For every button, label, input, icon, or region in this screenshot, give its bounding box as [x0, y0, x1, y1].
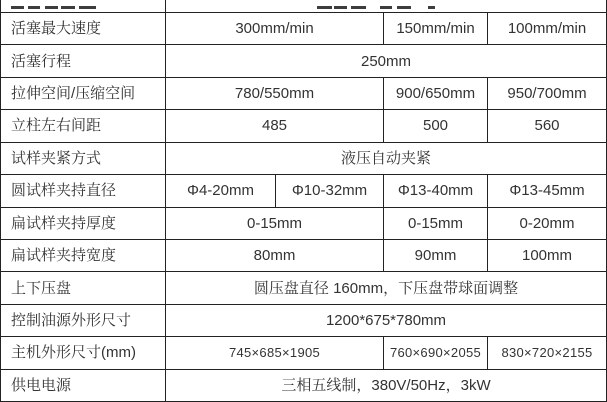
- spec-row-value: 100mm: [521, 247, 573, 265]
- table-row: [1, 370, 606, 402]
- spec-row-value: Φ13-45mm: [509, 182, 585, 200]
- clipped-text-fragment: [28, 6, 40, 9]
- table-row: [1, 337, 606, 369]
- spec-row-value: 液压自动夹紧: [340, 149, 431, 167]
- spec-row-value: 560: [534, 117, 560, 135]
- spec-row-value: Φ10-32mm: [276, 175, 384, 206]
- clipped-text-fragment: [79, 6, 96, 9]
- spec-row-label: 活塞最大速度: [1, 13, 166, 44]
- table-row: [1, 272, 606, 304]
- table-row: [1, 110, 606, 142]
- spec-row-value: 745×685×1905: [166, 337, 384, 368]
- clipped-text-fragment: [45, 6, 58, 9]
- table-row: [1, 143, 606, 175]
- spec-row-label: 活塞行程: [1, 45, 166, 76]
- clipped-text-fragment: [61, 6, 75, 9]
- spec-row-value: 90mm: [384, 240, 488, 271]
- spec-row-label: 主机外形尺寸(mm): [1, 337, 166, 368]
- spec-row-label: [1, 0, 166, 12]
- clipped-text-fragment: [428, 6, 435, 9]
- spec-row-value: 圆压盘直径 160mm，下压盘带球面调整: [253, 279, 519, 297]
- clipped-text-fragment: [397, 6, 411, 9]
- table-row: [1, 175, 606, 207]
- spec-row-value: 80mm: [166, 240, 384, 271]
- clipped-text-fragment: [351, 6, 366, 9]
- clipped-text-fragment: [334, 6, 347, 9]
- spec-row-label: 试样夹紧方式: [1, 143, 166, 174]
- spec-row-value: 0-20mm: [519, 214, 575, 232]
- spec-row-value: 900/650mm: [384, 78, 488, 109]
- spec-row-value: 1200*675*780mm: [325, 312, 447, 329]
- spec-row-value: 500: [384, 110, 488, 141]
- spec-row-value: 950/700mm: [507, 85, 587, 103]
- spec-row-label: 拉伸空间/压缩空间: [1, 78, 166, 109]
- spec-row-value: 300mm/min: [166, 13, 384, 44]
- spec-row-value: 250mm: [360, 52, 412, 70]
- spec-row-value: 830×720×2155: [501, 345, 593, 361]
- table-row: [1, 78, 606, 110]
- spec-row-label: 上下压盘: [1, 272, 166, 303]
- spec-row-value: 0-15mm: [166, 208, 384, 239]
- clipped-text-fragment: [380, 6, 392, 9]
- spec-row-value: 760×690×2055: [384, 337, 488, 368]
- spec-row-label: 供电电源: [1, 370, 166, 401]
- table-row: [1, 208, 606, 240]
- spec-row-value: 780/550mm: [166, 78, 384, 109]
- table-row: [1, 13, 606, 45]
- spec-row-value: [166, 0, 606, 12]
- clipped-text-fragment: [11, 6, 24, 9]
- spec-row-label: 圆试样夹持直径: [1, 175, 166, 206]
- spec-row-value: 0-15mm: [384, 208, 488, 239]
- spec-row-label: 立柱左右间距: [1, 110, 166, 141]
- table-row: [1, 0, 606, 13]
- table-row: [1, 305, 606, 337]
- spec-row-value: 485: [166, 110, 384, 141]
- table-row: [1, 240, 606, 272]
- spec-row-label: 扁试样夹持宽度: [1, 240, 166, 271]
- spec-row-label: 扁试样夹持厚度: [1, 208, 166, 239]
- spec-row-label: 控制油源外形尺寸: [1, 305, 166, 336]
- clipped-text-fragment: [317, 6, 332, 9]
- spec-row-value: Φ4-20mm: [166, 175, 276, 206]
- spec-row-value: 100mm/min: [507, 20, 587, 38]
- spec-row-value: Φ13-40mm: [384, 175, 488, 206]
- spec-row-value: 150mm/min: [384, 13, 488, 44]
- spec-row-value: 三相五线制，380V/50Hz，3kW: [281, 376, 491, 394]
- table-row: [1, 45, 606, 77]
